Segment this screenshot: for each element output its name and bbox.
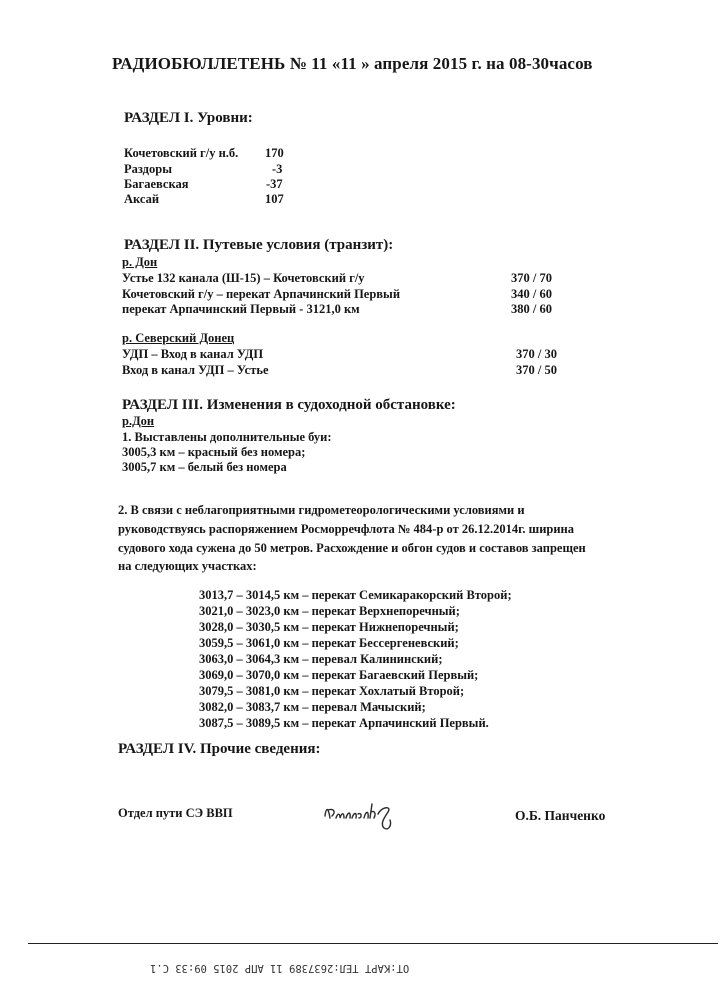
level-value: -37 (266, 177, 283, 191)
route-value: 370 / 50 (516, 363, 557, 377)
signatory-name: О.Б. Панченко (515, 808, 606, 823)
restricted-segment: 3082,0 – 3083,7 км – перевал Мачыский; (199, 700, 426, 714)
restricted-segment: 3021,0 – 3023,0 км – перекат Верхнепоречный; (199, 604, 460, 618)
route-name: Кочетовский г/у – перекат Арпачинский Первый (122, 287, 401, 301)
restricted-segment: 3087,5 – 3089,5 км – перекат Арпачинский Первый. (199, 716, 489, 730)
department-label: Отдел пути СЭ ВВП (118, 806, 233, 820)
bulletin-title: РАДИОБЮЛЛЕТЕНЬ № 11 «11 » апреля 2015 г. на 08-30часов (112, 54, 593, 73)
level-name: Багаевская (124, 177, 189, 191)
paragraph-line: 2. В связи с неблагоприятными гидрометеорологическими условиями и (118, 503, 525, 517)
route-value: 370 / 70 (511, 271, 552, 285)
river-name: р.Дон (122, 414, 155, 428)
section-2-heading: РАЗДЕЛ II. Путевые условия (транзит): (124, 237, 394, 253)
route-name: Вход в канал УДП – Устье (122, 363, 269, 377)
level-name: Раздоры (124, 162, 172, 176)
handwritten-signature (322, 798, 422, 834)
restricted-segment: 3013,7 – 3014,5 км – перекат Семикаракорский Второй; (199, 588, 512, 602)
river-name: р. Северский Донец (122, 331, 235, 345)
fax-footer: ОТ:КАРТ ТЕЛ:2637389 11 АПР 2015 09:33 С.1 (150, 962, 410, 974)
paragraph-line: руководствуясь распоряжением Росморречфлота № 484-р от 26.12.2014г. ширина (118, 522, 575, 536)
footer-divider (28, 943, 718, 944)
section-1-heading: РАЗДЕЛ I. Уровни: (124, 110, 253, 126)
restricted-segment: 3063,0 – 3064,3 км – перевал Калининский; (199, 652, 443, 666)
route-name: Устье 132 канала (Ш-15) – Кочетовский г/у (122, 271, 365, 285)
restricted-segment: 3079,5 – 3081,0 км – перекат Хохлатый Второй; (199, 684, 465, 698)
route-value: 340 / 60 (511, 287, 552, 301)
level-value: 107 (265, 192, 284, 206)
level-value: -3 (272, 162, 283, 176)
paragraph-line: судового хода сужена до 50 метров. Расхождение и обгон судов и составов запрещен (118, 541, 586, 555)
buoy-line: 3005,3 км – красный без номера; (122, 445, 306, 459)
river-name: р. Дон (122, 255, 158, 269)
level-name: Кочетовский г/у н.б. (124, 146, 239, 160)
restricted-segment: 3028,0 – 3030,5 км – перекат Нижнепоречный; (199, 620, 459, 634)
section-4-heading: РАЗДЕЛ IV. Прочие сведения: (118, 741, 321, 757)
paragraph-line: на следующих участках: (118, 559, 257, 573)
route-value: 370 / 30 (516, 347, 557, 361)
level-name: Аксай (124, 192, 160, 206)
buoy-line: 3005,7 км – белый без номера (122, 460, 287, 474)
route-name: УДП – Вход в канал УДП (122, 347, 264, 361)
level-value: 170 (265, 146, 284, 160)
section-3-heading: РАЗДЕЛ III. Изменения в судоходной обстановке: (122, 397, 456, 413)
route-name: перекат Арпачинский Первый - 3121,0 км (122, 302, 360, 316)
restricted-segment: 3059,5 – 3061,0 км – перекат Бессергеневский; (199, 636, 459, 650)
route-value: 380 / 60 (511, 302, 552, 316)
restricted-segment: 3069,0 – 3070,0 км – перекат Багаевский Первый; (199, 668, 479, 682)
buoys-title: 1. Выставлены дополнительные буи: (122, 430, 332, 444)
